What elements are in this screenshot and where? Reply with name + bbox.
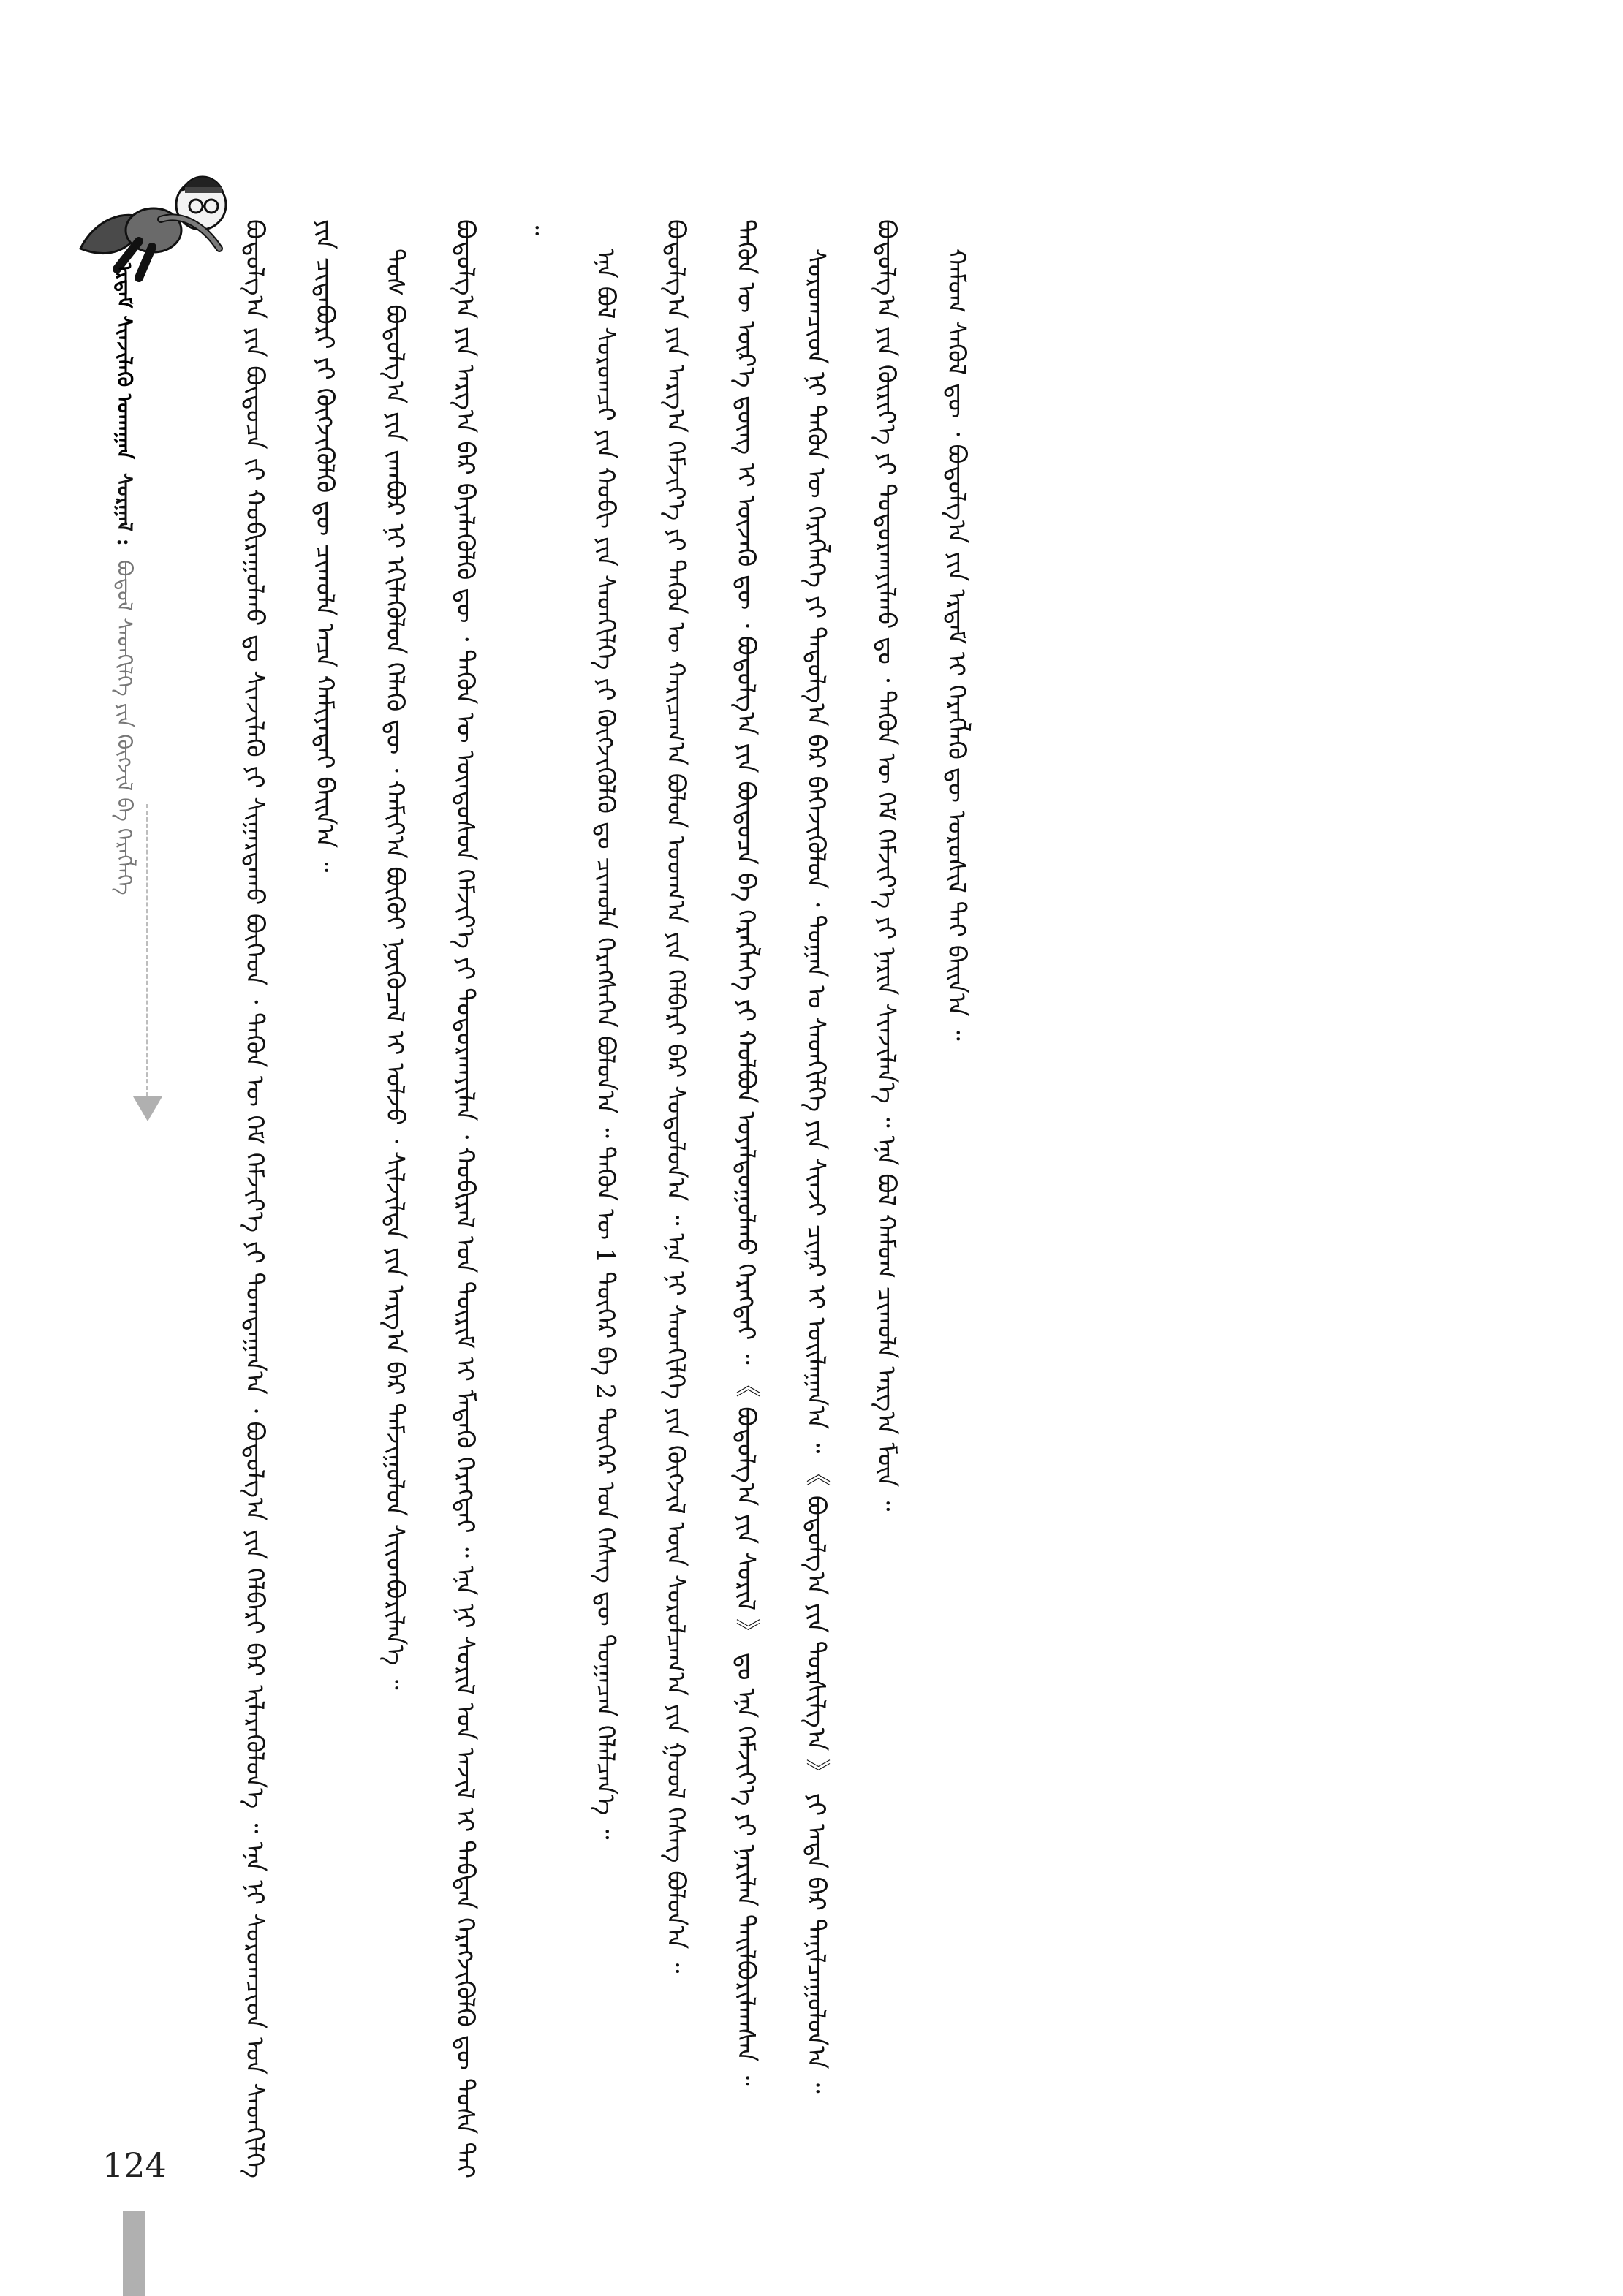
header-dashed-rule <box>146 804 148 1096</box>
paragraph: ᠬᠠᠮᠤᠭ ᠰᠡᠭᠦᠯ ᠳᠦ ᠂ ᠪᠣᠳᠣᠯᠭ᠎ᠠ ᠶᠢᠨ ᠡᠷᠳᠡᠮ ᠢ ᠬᠡᠷᠡᠭᠯᠡᠬᠦ ᠳᠦ ᠤᠷᠤᠰᠢᠯ ᠲᠠᠢ ᠪᠠᠢᠨ᠎ᠠ ᠃ <box>942 249 971 1041</box>
paragraph: ᠪᠣᠳᠣᠯᠭ᠎ᠠ ᠶᠢᠨ ᠠᠷᠭ᠎ᠠ ᠬᠡᠮᠵᠢᠶ᠎ᠡ ᠶᠢ ᠲᠡᠭᠦᠨ ᠦ ᠬᠠᠷᠢᠴᠠᠭ᠎ᠠ ᠪᠣᠯᠤᠨ ᠤᠳᠬ᠎ᠠ ᠶᠢᠨ ᠬᠡᠯᠪᠡᠷᠢ ᠪᠡᠷ ᠰᠤᠳᠤᠯᠤᠨ᠎ᠠ ᠃ ᠡᠨᠡ ᠨᠢ ᠰᠡᠳᠬᠢᠯᠭᠡ ᠶᠢᠨ ᠬᠥᠭᠵᠢᠯ ᠦᠨ ᠰᠤᠷᠤᠯᠴᠠᠭ᠎ᠠ ᠶᠢᠨ ᠭᠣᠣᠯ ᠬᠡᠰᠡᠭ ᠪᠣᠯᠤᠨ᠎ᠠ ᠃ <box>661 219 690 1974</box>
superhero-kid-illustration <box>66 139 227 285</box>
header-arrow-icon <box>133 1096 162 1121</box>
paragraph: ᠪᠣᠳᠣᠯᠭ᠎ᠠ ᠶᠢᠨ ᠠᠷᠭ᠎ᠠ ᠪᠠᠷ ᠪᠡᠶᠡᠯᠡᠭᠦᠯᠬᠦ ᠳᠦ ᠂ ᠲᠡᠭᠦᠨ ᠦ ᠦᠨᠳᠦᠰᠦᠨ ᠬᠡᠮᠵᠢᠶ᠎ᠡ ᠶᠢ ᠲᠣᠳᠤᠷᠬᠠᠶᠢᠯᠠᠨ ᠂ ᠬᠤᠪᠢᠷᠠᠯ ᠤᠨ ᠳᠦᠷᠢᠮ ᠢ ᠮᠡᠳᠡᠬᠦ ᠬᠡᠷᠡᠭᠲᠡᠢ ᠃ ᠡᠨᠡ ᠨᠢ ᠰᠣᠷᠢᠯ ᠤᠨ ᠠᠵᠢᠯ ᠢ ᠳᠠᠪᠲᠠᠨ ᠬᠡᠷᠡᠭᠵᠢᠭᠦᠯᠬᠦ ᠳᠦ ᠲᠤᠰᠠ ᠲᠠᠢ ᠃ <box>450 219 550 2178</box>
header-subtitle: ᠪᠣᠳᠤᠯ ᠰᠡᠳᠬᠢᠯᠭᠡ ᠶᠢᠨ ᠬᠥᠭᠵᠢᠯ ᠪᠠ ᠬᠡᠷᠡᠭᠯᠡᠭᠡ <box>113 560 137 895</box>
paragraph: ᠪᠣᠳᠣᠯᠭ᠎ᠠ ᠶᠢᠨ ᠬᠦᠷᠢᠶ᠎ᠡ ᠶᠢ ᠲᠣᠳᠤᠷᠬᠠᠶᠢᠯᠬᠤ ᠳᠤ ᠂ ᠲᠡᠭᠦᠨ ᠦ ᠬᠡᠮ ᠬᠡᠮᠵᠢᠶ᠎ᠡ ᠶᠢ ᠨᠠᠷᠢᠨ ᠰᠢᠨᠵᠢᠯᠡᠨ᠎ᠡ ᠃ ᠡᠨᠡ ᠪᠣᠯ ᠬᠠᠮᠤᠭ ᠴᠢᠬᠤᠯᠠ ᠠᠷᠭ᠎ᠠ ᠮᠥᠨ ᠃ <box>871 219 901 1512</box>
paragraph: ᠰᠤᠷᠤᠭᠴᠢᠳ ᠨᠢ ᠲᠡᠭᠦᠨ ᠦ ᠬᠡᠷᠡᠭᠯᠡᠭᠡ ᠶᠢ ᠳᠠᠳᠤᠯᠭ᠎ᠠ ᠪᠡᠷ ᠪᠡᠬᠡᠵᠢᠭᠦᠯᠦᠨ ᠂ ᠲᠣᠭᠠᠨ ᠤ ᠰᠡᠳᠬᠢᠯᠭᠡ ᠶᠢᠨ ᠰᠢᠨᠵᠢ ᠴᠢᠨᠠᠷ ᠢ ᠣᠢᠯᠠᠭᠠᠨ᠎ᠠ ᠃ 《 ᠪᠣᠳᠣᠯᠭ᠎ᠠ ᠶᠢᠨ ᠲᠤᠷᠰᠢᠯᠭ᠎ᠠ 》 ᠶᠢ ᠡᠨᠳᠡ ᠪᠠᠷ ᠲᠠᠨᠢᠯᠴᠠᠭᠤᠯᠤᠨ᠎ᠠ ᠃ <box>801 249 831 2094</box>
running-header <box>110 263 139 1140</box>
paragraph: ᠲᠤᠰ ᠪᠣᠳᠣᠯᠭ᠎ᠠ ᠶᠢᠨ ᠵᠠᠭᠪᠤᠷ ᠨᠢ ᠡᠬᠢᠯᠡᠭᠦᠯᠦᠨ ᠬᠡᠯᠡᠬᠦ ᠳᠦ ᠂ ᠬᠠᠮᠢᠶ᠎ᠠ ᠪᠦᠬᠦᠢ ᠨᠥᠬᠦᠴᠡᠯ ᠢ ᠣᠯᠵᠤ ᠂ ᠰᠢᠯᠵᠢᠯᠲᠡ ᠶᠢᠨ ᠠᠷᠭ᠎ᠠ ᠪᠠᠷ ᠳᠠᠮᠵᠢᠭᠤᠯᠤᠨ ᠰᠢᠢᠳᠪᠦᠷᠢᠯᠡᠨ᠎ᠡ ᠃ <box>380 249 409 1690</box>
paragraph: ᠡᠨᠡ ᠪᠣᠯ ᠰᠤᠷᠤᠭᠴᠢ ᠶᠢᠨ ᠬᠤᠪᠢ ᠶᠢᠨ ᠰᠡᠳᠬᠢᠯᠭᠡ ᠶᠢ ᠬᠥᠭᠵᠢᠭᠦᠯᠬᠦ ᠳᠤ ᠴᠢᠬᠤᠯᠠ ᠬᠡᠷᠡᠭᠰᠡᠬᠡᠨ ᠪᠣᠯᠤᠨ᠎ᠠ ᠃ ᠲᠡᠭᠦᠨ ᠦ 1 ᠳᠦᠭᠡᠷ ᠪᠠ 2 ᠳᠦᠭᠡᠷ ᠤᠨ ᠬᠡᠰᠡᠭ ᠳᠦ ᠲᠣᠭᠠᠴᠠᠨ ᠬᠡᠯᠡᠯᠴᠡᠨ᠎ᠡ ᠃ <box>591 249 620 1840</box>
page-number: 124 <box>102 2145 167 2185</box>
body-text <box>219 219 1462 2178</box>
header-separator: ᠰᠤᠷᠭᠠᠯ : <box>113 473 137 547</box>
page-edge-tab <box>123 2211 145 2296</box>
header-title-bold: ᠡᠷᠳᠡᠮ ᠰᠢᠨᠵᠢᠯᠡᠬᠦ ᠤᠬᠠᠭᠠᠨ <box>113 263 137 460</box>
paragraph: ᠪᠣᠳᠣᠯᠭ᠎ᠠ ᠶᠢᠨ ᠪᠦᠲᠦᠴᠡ ᠵᠢ ᠬᠤᠪᠢᠷᠠᠭᠤᠯᠬᠤ ᠳᠤ ᠰᠢᠨᠵᠢᠯᠡᠬᠦ ᠶᠢ ᠰᠢᠭᠠᠷᠳᠠᠬᠤ ᠪᠥᠭᠡᠳ ᠂ ᠲᠡᠭᠦᠨ ᠦ ᠬᠡᠮ ᠬᠡᠮᠵᠢᠶ᠎ᠡ ᠶᠢ ᠲᠣᠭᠲᠠᠭᠠᠨ᠎ᠠ ᠂ ᠪᠣᠳᠣᠯᠭ᠎ᠠ ᠶᠢᠨ ᠬᠡᠯᠪᠡᠷᠢ ᠪᠡᠷ ᠢᠯᠡᠷᠡᠭᠦᠯᠦᠨ᠎ᠡ ᠃ ᠡᠨᠡ ᠨᠢ ᠰᠤᠷᠤᠭᠴᠢᠳ ᠤᠨ ᠰᠡᠳᠬᠢᠯᠭᠡ ᠶᠢᠨ ᠴᠢᠳᠠᠪᠤᠷᠢ ᠶᠢ ᠬᠥᠭᠵᠢᠭᠦᠯᠬᠦ ᠳᠦ ᠴᠢᠬᠤᠯᠠ ᠠᠴᠠ ᠬᠠᠮᠢᠶᠠᠲᠠᠢ ᠪᠠᠢᠨ᠎ᠠ ᠃ <box>240 219 339 2178</box>
paragraph: ᠲᠡᠭᠦᠨ ᠦ ᠦᠷ᠎ᠡ ᠳ᠋ᠦᠩ ᠢ ᠦᠵᠡᠬᠦ ᠳᠦ ᠂ ᠪᠣᠳᠣᠯᠭ᠎ᠠ ᠶᠢᠨ ᠪᠦᠲᠦᠴᠡ ᠪᠠ ᠬᠡᠷᠡᠭᠯᠡᠭᠡ ᠶᠢ ᠬᠣᠯᠪᠣᠨ ᠤᠶᠠᠯᠳᠤᠭᠤᠯᠬᠤ ᠬᠡᠷᠡᠭᠲᠡᠢ ᠃ 《 ᠪᠣᠳᠣᠯᠭ᠎ᠠ ᠶᠢᠨ ᠰᠣᠷᠢᠯ 》 ᠳᠤ ᠡᠨᠡ ᠬᠡᠮᠵᠢᠶ᠎ᠡ ᠶᠢ ᠨᠠᠷᠢᠯᠠᠨ ᠲᠠᠢᠯᠪᠤᠷᠢᠯᠠᠭᠰᠠᠨ ᠃ <box>731 219 760 2086</box>
